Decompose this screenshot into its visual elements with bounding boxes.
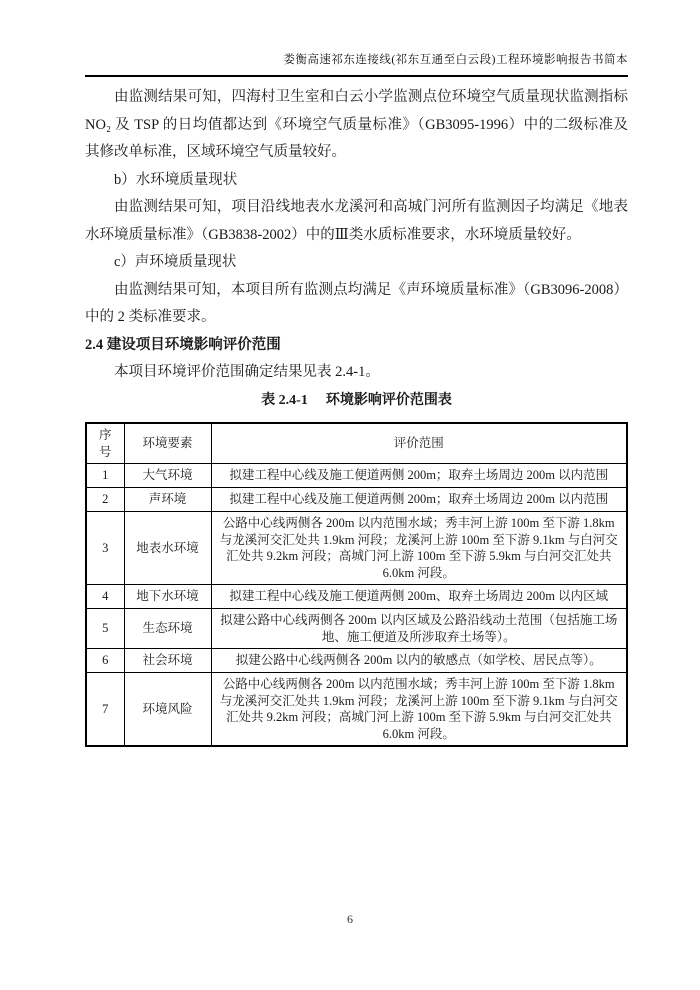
cell-factor: 地表水环境 — [124, 512, 211, 585]
cell-scope: 拟建工程中心线及施工便道两侧 200m、取弃土场周边 200m 以内区域 — [211, 585, 627, 609]
cell-no: 3 — [86, 512, 124, 585]
running-header-title: 娄衡高速祁东连接线(祁东互通至白云段)工程环境影响报告书简本 — [85, 52, 628, 77]
cell-factor: 声环境 — [124, 488, 211, 512]
cell-no: 1 — [86, 464, 124, 488]
table-row — [86, 649, 627, 673]
cell-scope: 拟建公路中心线两侧各 200m 以内区域及公路沿线动土范围（包括施工场地、施工便道及所涉取弃土场等）。 — [211, 609, 627, 649]
table-caption-title: 环境影响评价范围表 — [325, 392, 452, 408]
section-heading-2-4: 2.4 建设项目环境影响评价范围 — [85, 336, 281, 353]
evaluation-scope-table — [85, 422, 628, 747]
page-number: 6 — [347, 912, 353, 926]
cell-scope: 拟建公路中心线两侧各 200m 以内的敏感点（如学校、居民点等）。 — [211, 649, 627, 673]
subheading-c-noise: c）声环境质量现状 — [114, 254, 237, 270]
cell-no: 5 — [86, 609, 124, 649]
cell-factor: 地下水环境 — [124, 585, 211, 609]
table-row — [86, 464, 627, 488]
para-noise-quality: 由监测结果可知，本项目所有监测点均满足《声环境质量标准》（GB3096-2008）中的 2 类标准要求。 — [85, 281, 628, 325]
para-water-quality: 由监测结果可知，项目沿线地表水龙溪河和高城门河所有监测因子均满足《地表水环境质量标准》（GB3838-2002）中的Ⅲ类水质标准要求，水环境质量较好。 — [85, 199, 628, 243]
cell-factor: 环境风险 — [124, 673, 211, 747]
header-cell-no: 序号 — [86, 423, 124, 464]
page-content — [85, 52, 628, 747]
table-row — [86, 609, 627, 649]
table-row — [86, 488, 627, 512]
para-table-intro: 本项目环境评价范围确定结果见表 2.4-1。 — [114, 364, 380, 380]
cell-factor: 大气环境 — [124, 464, 211, 488]
body-text — [85, 84, 628, 747]
header-cell-factor: 环境要素 — [124, 423, 211, 464]
cell-no: 2 — [86, 488, 124, 512]
para-air-quality: 由监测结果可知，四海村卫生室和白云小学监测点位环境空气质量现状监测指标 NO₂ 及 TSP 的日均值都达到《环境空气质量标准》（GB3095-1996）中的二级标准及其修改单标准，区域环境空气质量较好。 — [85, 89, 628, 160]
cell-no: 4 — [86, 585, 124, 609]
cell-factor: 社会环境 — [124, 649, 211, 673]
table-row — [86, 512, 627, 585]
cell-scope: 公路中心线两侧各 200m 以内范围水域；秀丰河上游 100m 至下游 1.8km 与龙溪河交汇处共 1.9km 河段；龙溪河上游 100m 至下游 9.1km 与白河交汇处共 9.2km 河段；高城门河上游 100m 至下游 5.9km 与白河交汇处共 6.0km 河段。 — [211, 512, 627, 585]
subheading-b-water: b）水环境质量现状 — [114, 171, 238, 188]
table-caption-label: 表 2.4-1 — [261, 392, 308, 408]
table-caption — [85, 387, 628, 415]
table-row — [86, 585, 627, 609]
table-header-row — [86, 423, 627, 464]
cell-no: 7 — [86, 673, 124, 747]
cell-no: 6 — [86, 649, 124, 673]
cell-factor: 生态环境 — [124, 609, 211, 649]
table-row — [86, 673, 627, 747]
header-cell-scope: 评价范围 — [211, 423, 627, 464]
cell-scope: 拟建工程中心线及施工便道两侧 200m；取弃土场周边 200m 以内范围 — [211, 488, 627, 512]
cell-scope: 拟建工程中心线及施工便道两侧 200m；取弃土场周边 200m 以内范围 — [211, 464, 627, 488]
cell-scope: 公路中心线两侧各 200m 以内范围水域；秀丰河上游 100m 至下游 1.8km 与龙溪河交汇处共 1.9km 河段；龙溪河上游 100m 至下游 9.1km 与白河交汇处共 9.2km 河段；高城门河上游 100m 至下游 5.9km 与白河交汇处共 6.0km 河段。 — [211, 673, 627, 747]
